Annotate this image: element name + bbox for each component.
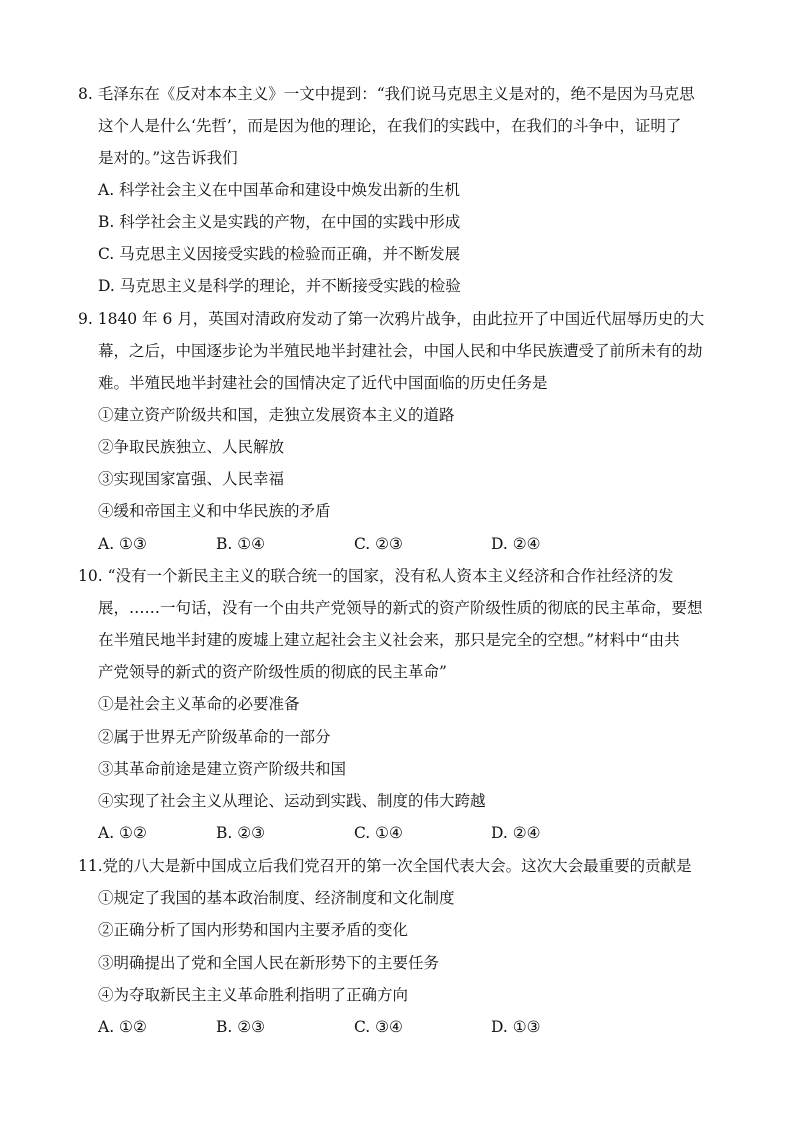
q9-choice-d: D. ②④ bbox=[491, 535, 541, 553]
q11-statement-3: ③明确提出了党和全国人民在新形势下的主要任务 bbox=[98, 954, 440, 972]
q8-option-c: C. 马克思主义因接受实践的检验而正确，并不断发展 bbox=[98, 245, 461, 263]
q9-choice-b: B. ①④ bbox=[216, 535, 266, 553]
q10-statement-2: ②属于世界无产阶级革命的一部分 bbox=[98, 728, 331, 746]
q10-choice-b: B. ②③ bbox=[216, 824, 266, 842]
q9-statement-3: ③实现国家富强、人民幸福 bbox=[98, 470, 285, 488]
q8-stem-line-2: 这个人是什么‘先哲’，而是因为他的理论，在我们的实践中，在我们的斗争中，证明了 bbox=[98, 117, 682, 135]
q11-statement-1: ①规定了我国的基本政治制度、经济制度和文化制度 bbox=[98, 889, 455, 907]
q8-stem-line-1: 8. 毛泽东在《反对本本主义》一文中提到：“我们说马克思主义是对的，绝不是因为马克思 bbox=[78, 85, 695, 103]
q9-choice-c: C. ②③ bbox=[354, 535, 403, 553]
q11-choice-a: A. ①② bbox=[98, 1018, 147, 1036]
q9-statement-1: ①建立资产阶级共和国，走独立发展资本主义的道路 bbox=[98, 406, 455, 424]
q9-statement-2: ②争取民族独立、人民解放 bbox=[98, 438, 285, 456]
q11-stem-line-1: 11.党的八大是新中国成立后我们党召开的第一次全国代表大会。这次大会最重要的贡献是 bbox=[78, 857, 692, 875]
q11-choice-d: D. ①③ bbox=[491, 1018, 541, 1036]
q10-statement-4: ④实现了社会主义从理论、运动到实践、制度的伟大跨越 bbox=[98, 792, 486, 810]
q11-statement-4: ④为夺取新民主主义革命胜利指明了正确方向 bbox=[98, 986, 409, 1004]
q9-stem-line-1: 9. 1840 年 6 月，英国对清政府发动了第一次鸦片战争，由此拉开了中国近代屈辱历史的大 bbox=[78, 310, 705, 328]
q10-stem-line-3: 在半殖民地半封建的废墟上建立起社会主义社会来，那只是完全的空想。”材料中“由共 bbox=[98, 631, 680, 649]
q9-stem-line-2: 幕，之后，中国逐步论为半殖民地半封建社会，中国人民和中华民族遭受了前所未有的劫 bbox=[98, 342, 703, 360]
q10-stem-line-4: 产党领导的新式的资产阶级性质的彻底的民主革命” bbox=[98, 663, 447, 681]
q8-option-b: B. 科学社会主义是实践的产物，在中国的实践中形成 bbox=[98, 213, 461, 231]
q9-choice-a: A. ①③ bbox=[98, 535, 147, 553]
q10-choice-d: D. ②④ bbox=[491, 824, 541, 842]
q8-stem-line-3: 是对的。”这告诉我们 bbox=[98, 149, 238, 167]
q8-option-d: D. 马克思主义是科学的理论，并不断接受实践的检验 bbox=[98, 277, 461, 295]
q10-statement-3: ③其革命前途是建立资产阶级共和国 bbox=[98, 760, 347, 778]
q10-choice-c: C. ①④ bbox=[354, 824, 403, 842]
q8-option-a: A. 科学社会主义在中国革命和建设中焕发出新的生机 bbox=[98, 181, 461, 199]
q11-statement-2: ②正确分析了国内形势和国内主要矛盾的变化 bbox=[98, 921, 409, 939]
q11-choice-b: B. ②③ bbox=[216, 1018, 266, 1036]
q9-stem-line-3: 难。半殖民地半封建社会的国情决定了近代中国面临的历史任务是 bbox=[98, 374, 548, 392]
q10-choice-a: A. ①② bbox=[98, 824, 147, 842]
q10-statement-1: ①是社会主义革命的必要准备 bbox=[98, 695, 300, 713]
q10-stem-line-1: 10. “没有一个新民主主义的联合统一的国家，没有私人资本主义经济和合作社经济的发 bbox=[78, 567, 674, 585]
q11-choice-c: C. ③④ bbox=[354, 1018, 403, 1036]
q10-stem-line-2: 展，……一句话，没有一个由共产党领导的新式的资产阶级性质的彻底的民主革命，要想 bbox=[98, 599, 703, 617]
q9-statement-4: ④缓和帝国主义和中华民族的矛盾 bbox=[98, 502, 331, 520]
